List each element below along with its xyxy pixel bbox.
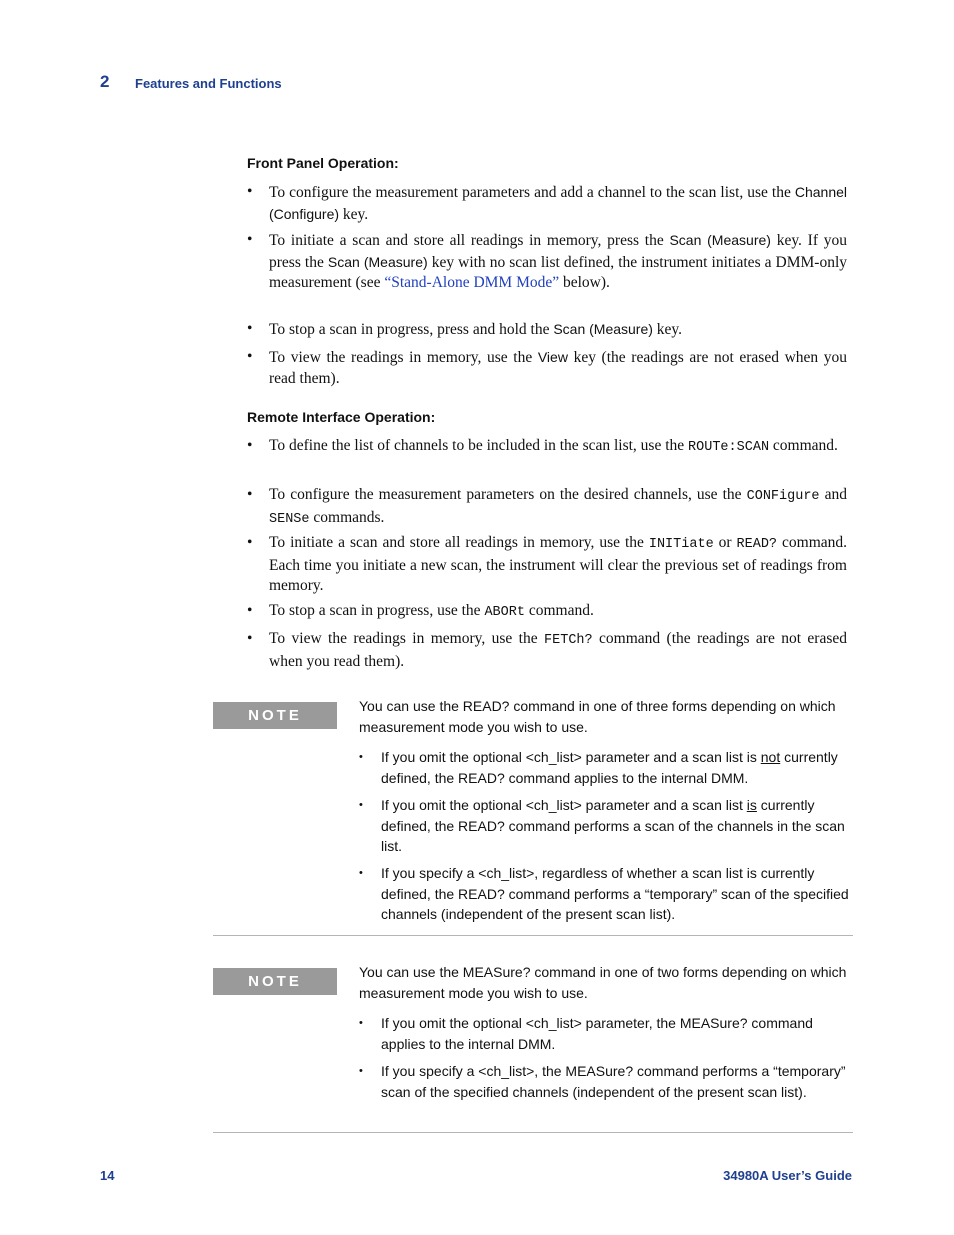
- scpi-command: INITiate: [648, 537, 714, 552]
- bullet-icon: •: [247, 602, 253, 619]
- bullet-icon: •: [247, 320, 253, 337]
- key-name: Channel (Configure): [269, 184, 847, 222]
- list-item: • To configure the measurement parameters and add a channel to the scan list, use the Channel (Configure) key.: [247, 183, 847, 223]
- divider: [213, 1132, 853, 1133]
- bullet-icon: •: [247, 486, 253, 503]
- list-item: • To view the readings in memory, use the FETCh? command (the readings are not erased when you read them).: [247, 630, 848, 670]
- bullet-icon: •: [247, 630, 253, 647]
- bullet-icon: •: [247, 348, 253, 365]
- guide-title: 34980A User’s Guide: [723, 1168, 852, 1183]
- list-item: • If you omit the optional <ch_list> parameter and a scan list is not currently defined, the READ? command applies to the internal DMM.: [359, 749, 838, 786]
- list-item: • If you omit the optional <ch_list> parameter and a scan list is currently defined, the READ? command performs a scan of the channels in the scan list.: [359, 797, 845, 854]
- bullet-icon: •: [247, 231, 253, 248]
- list-item: • If you specify a <ch_list>, the MEASure? command performs a “temporary” scan of the specified channels (independent of the present scan list).: [359, 1063, 846, 1100]
- front-panel-heading: Front Panel Operation:: [247, 155, 399, 171]
- scpi-command: ABORt: [484, 605, 525, 620]
- list-item: • To view the readings in memory, use the View key (the readings are not erased when you read them).: [247, 348, 848, 387]
- remote-interface-heading: Remote Interface Operation:: [247, 409, 436, 425]
- bullet-icon: •: [247, 534, 253, 551]
- key-name: Scan (Measure): [327, 253, 428, 270]
- page-number: 14: [100, 1168, 115, 1183]
- list-item: • To stop a scan in progress, press and hold the Scan (Measure) key.: [247, 320, 683, 338]
- scpi-command: FETCh?: [544, 633, 593, 648]
- note-label: NOTE: [213, 968, 337, 995]
- list-item: • To define the list of channels to be included in the scan list, use the ROUTe:SCAN command.: [247, 437, 838, 455]
- key-name: Scan (Measure): [553, 321, 653, 337]
- note-intro: You can use the MEASure? command in one of two forms depending on which measurement mode you wish to use.: [359, 964, 847, 1001]
- chapter-number: 2: [100, 72, 110, 91]
- bullet-icon: •: [247, 183, 253, 200]
- bullet-icon: •: [359, 1065, 363, 1077]
- scpi-command: SENSe: [269, 511, 310, 527]
- bullet-icon: •: [359, 1017, 363, 1029]
- key-name: Scan (Measure): [669, 232, 771, 248]
- list-item: • If you specify a <ch_list>, regardless of whether a scan list is currently defined, the READ? command performs a “temporary” scan of the specified channels (independent of the present scan list).: [359, 865, 849, 922]
- key-name: View: [537, 349, 568, 365]
- scpi-command: READ?: [736, 537, 778, 552]
- bullet-icon: •: [359, 751, 363, 763]
- bullet-icon: •: [359, 799, 363, 811]
- bullet-icon: •: [247, 437, 253, 454]
- note-intro: You can use the READ? command in one of three forms depending on which measurement mode you wish to use.: [359, 698, 836, 735]
- bullet-icon: •: [359, 867, 363, 879]
- divider: [213, 935, 853, 936]
- note-label: NOTE: [213, 702, 337, 729]
- cross-reference-link[interactable]: “Stand-Alone DMM Mode”: [384, 274, 560, 291]
- scpi-command: CONFigure: [746, 489, 820, 504]
- list-item: • To configure the measurement parameters on the desired channels, use the CONFigure and SENSe commands.: [247, 486, 847, 527]
- chapter-title: Features and Functions: [135, 76, 282, 91]
- list-item: • If you omit the optional <ch_list> parameter, the MEASure? command applies to the internal DMM.: [359, 1015, 813, 1052]
- list-item: • To stop a scan in progress, use the ABORt command.: [247, 602, 594, 620]
- list-item: • To initiate a scan and store all readings in memory, use the INITiate or READ? command. Each time you initiate a new scan, the instrument will clear the previous set of readings from memory.: [247, 534, 848, 594]
- scpi-command: ROUTe:SCAN: [688, 440, 770, 455]
- list-item: • To initiate a scan and store all readings in memory, press the Scan (Measure) key. If you press the Scan (Measure) key with no scan list defined, the instrument initiates a DMM-only measurement (see “Stand-Alone DMM Mode” below).: [247, 231, 848, 291]
